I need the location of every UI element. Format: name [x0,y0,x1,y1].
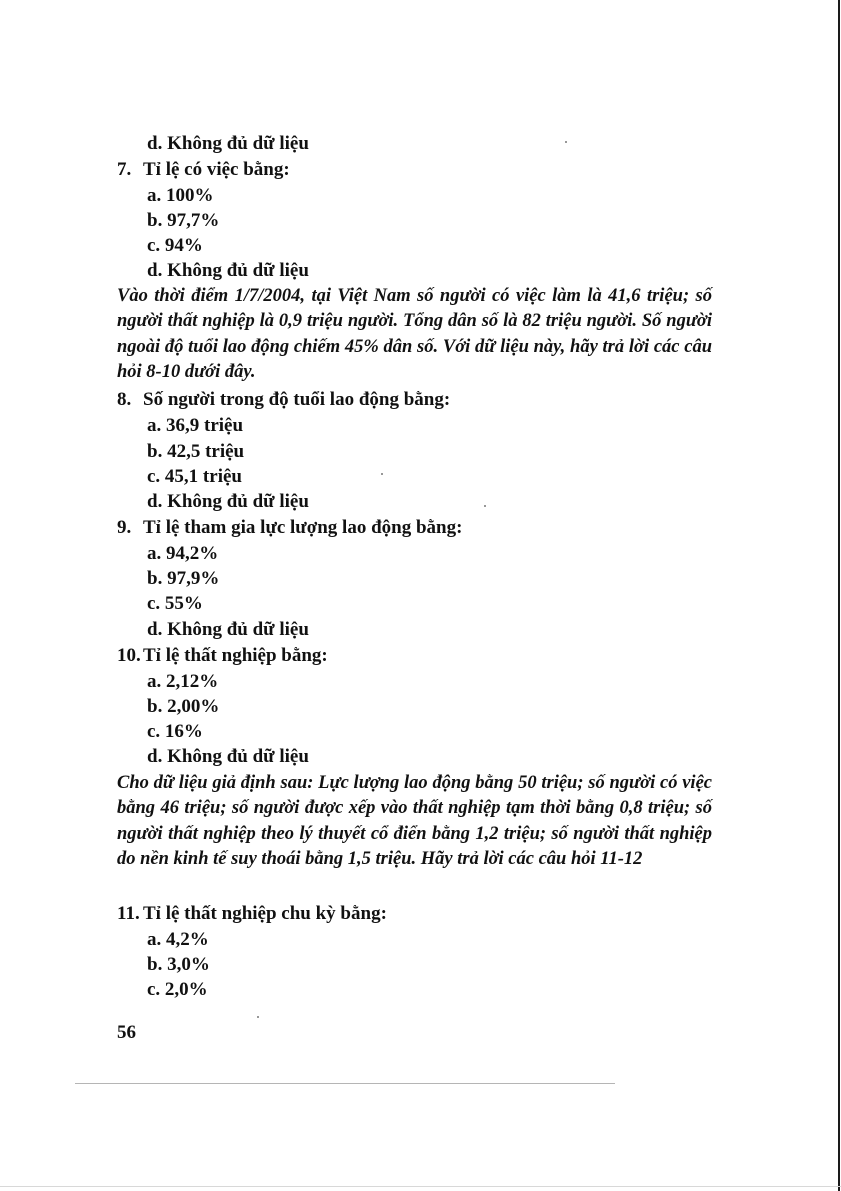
scan-speck [257,1016,259,1018]
right-edge-border [838,0,840,1191]
question-8 [117,388,450,412]
question-8-text: Số người trong độ tuổi lao động bằng: [143,389,451,410]
q9-option-b: b. 97,9% [147,568,220,589]
q7-option-c: c. 94% [147,235,203,256]
q10-option-d: d. Không đủ dữ liệu [147,746,309,767]
q9-option-d: d. Không đủ dữ liệu [147,619,309,640]
question-10-number: 10. [117,645,141,666]
question-11-number: 11. [117,903,140,924]
intro-paragraph-q8-10: Vào thời điểm 1/7/2004, tại Việt Nam số người có việc làm là 41,6 triệu; số người thất nghiệp là 0,9 triệu người. Tổng dân số là 82 triệu người. Số người ngoài độ tuổi lao động chiếm 45% dân số. Với dữ liệu này, hãy trả lời các câu hỏi 8-10 dưới đây. [117,286,712,382]
page-number: 56 [117,1022,136,1043]
bottom-rule [75,1083,615,1084]
scan-speck [381,473,383,475]
q7-option-a: a. 100% [147,185,214,206]
question-11 [117,902,387,926]
scan-speck [484,505,486,507]
scan-speck [565,141,567,143]
question-9-text: Tỉ lệ tham gia lực lượng lao động bằng: [143,517,463,538]
q10-option-c: c. 16% [147,721,203,742]
question-9 [117,516,462,540]
intro-paragraph-q11-12: Cho dữ liệu giả định sau: Lực lượng lao động bằng 50 triệu; số người có việc bằng 46 triệu; số người được xếp vào thất nghiệp tạm thời bằng 0,8 triệu; số người thất nghiệp theo lý thuyết cổ điển bằng 1,2 triệu; số người thất nghiệp do nền kinh tế suy thoái bằng 1,5 triệu. Hãy trả lời các câu hỏi 11-12 [117,773,712,869]
q10-option-b: b. 2,00% [147,696,220,717]
q9-option-c: c. 55% [147,593,203,614]
question-10-text: Tỉ lệ thất nghiệp bằng: [143,645,328,666]
q8-option-c: c. 45,1 triệu [147,466,242,487]
q11-option-c: c. 2,0% [147,979,208,1000]
question-7 [117,158,290,182]
q11-option-a: a. 4,2% [147,929,209,950]
q11-option-b: b. 3,0% [147,954,210,975]
q8-option-b: b. 42,5 triệu [147,441,245,462]
q7-option-d: d. Không đủ dữ liệu [147,260,309,281]
q10-option-a: a. 2,12% [147,671,219,692]
q6-option-d: d. Không đủ dữ liệu [147,133,309,154]
q9-option-a: a. 94,2% [147,543,219,564]
q8-option-d: d. Không đủ dữ liệu [147,491,309,512]
footer-edge [0,1186,841,1187]
question-9-number: 9. [117,517,132,538]
q7-option-b: b. 97,7% [147,210,220,231]
question-7-text: Tỉ lệ có việc bằng: [143,159,290,180]
question-10 [117,644,328,668]
question-8-number: 8. [117,389,132,410]
question-11-text: Tỉ lệ thất nghiệp chu kỳ bằng: [143,903,387,924]
q8-option-a: a. 36,9 triệu [147,415,244,436]
question-7-number: 7. [117,159,132,180]
